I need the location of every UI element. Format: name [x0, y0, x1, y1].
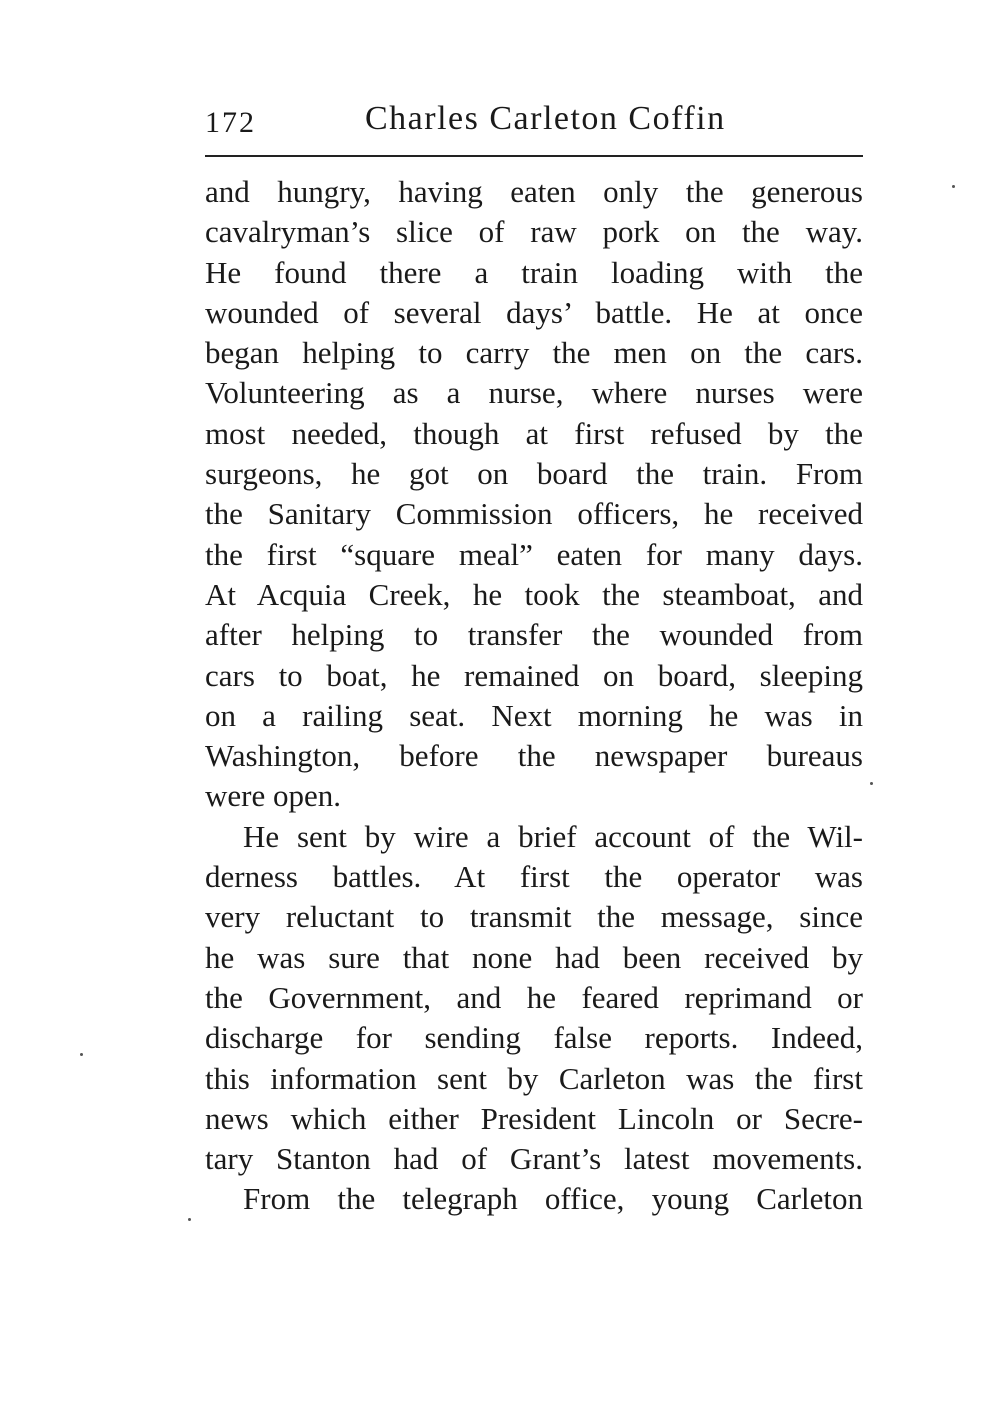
text-line: the first “square meal” eaten for many days. [205, 536, 863, 572]
text-line: derness battles. At first the operator was [205, 859, 863, 895]
text-line: and hungry, having eaten only the generous [205, 174, 863, 209]
text-line: most needed, though at first refused by the [205, 415, 863, 451]
speck [952, 185, 955, 188]
text-line: surgeons, he got on board the train. From [205, 456, 863, 492]
speck [188, 1218, 191, 1221]
text-line: he was sure that none had been received by [205, 939, 863, 975]
text-line: At Acquia Creek, he took the steamboat, and [205, 576, 863, 612]
paragraph-start-line: He sent by wire a brief account of the Wil- [243, 818, 863, 854]
text-line: on a railing seat. Next morning he was in [205, 697, 863, 733]
text-line: this information sent by Carleton was the first [205, 1060, 863, 1096]
body-text [205, 172, 863, 1220]
paragraph-start-line: From the telegraph office, young Carleton [243, 1181, 863, 1217]
text-line: the Sanitary Commission officers, he received [205, 496, 863, 532]
speck [870, 782, 873, 785]
running-title: Charles Carleton Coffin [365, 100, 726, 137]
paragraph-end-line: were open. [205, 778, 341, 814]
text-line: cars to boat, he remained on board, sleeping [205, 657, 863, 693]
text-line: tary Stanton had of Grant’s latest movements. [205, 1141, 863, 1177]
text-line: the Government, and he feared reprimand or [205, 979, 863, 1015]
text-line: Volunteering as a nurse, where nurses were [205, 375, 863, 411]
text-line: news which either President Lincoln or Secre- [205, 1100, 863, 1136]
text-line: wounded of several days’ battle. He at once [205, 294, 863, 330]
speck [80, 1053, 83, 1056]
text-line: began helping to carry the men on the cars. [205, 335, 863, 371]
text-line: very reluctant to transmit the message, since [205, 899, 863, 935]
page-number: 172 [205, 106, 256, 139]
running-head [205, 100, 863, 150]
text-line: after helping to transfer the wounded from [205, 617, 863, 653]
header-rule [205, 155, 863, 157]
text-line: Washington, before the newspaper bureaus [205, 738, 863, 774]
text-line: discharge for sending false reports. Indeed, [205, 1020, 863, 1056]
text-line: cavalryman’s slice of raw pork on the way. [205, 214, 863, 250]
text-line: He found there a train loading with the [205, 254, 863, 290]
